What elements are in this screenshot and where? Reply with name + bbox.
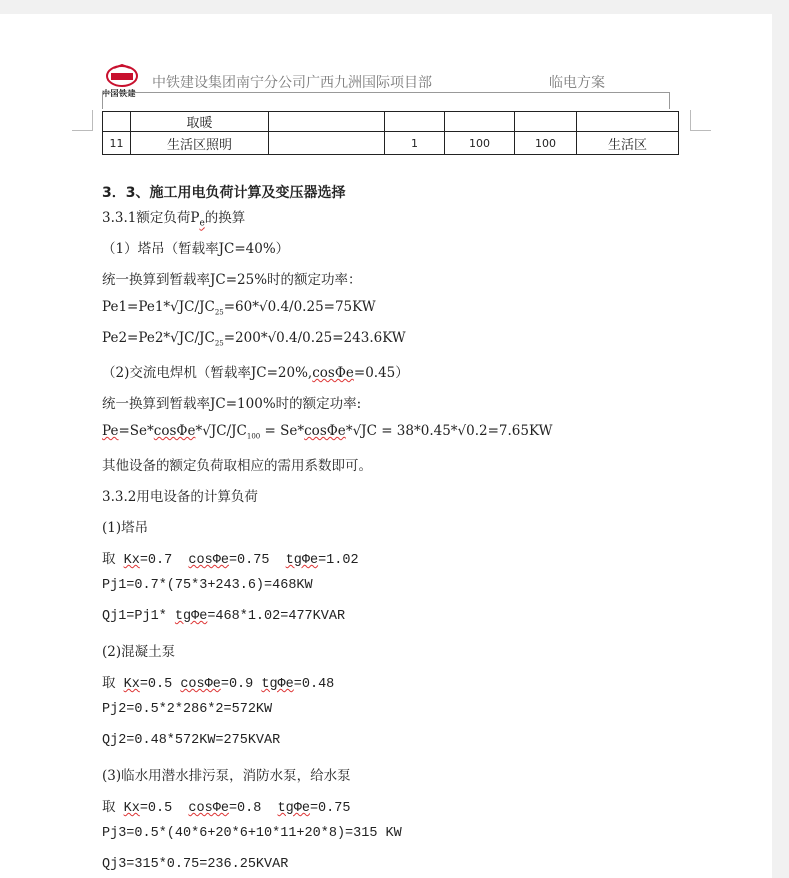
text: cosΦe [180,677,221,692]
load-table [102,111,679,155]
subsection-3-3-2: 3.3.2用电设备的计算负荷 [102,489,258,505]
formula [102,609,345,624]
text: =0.5 [139,677,181,692]
table-cell: 生活区照明 [131,132,269,155]
text: =1.02 [318,553,359,568]
document-page [0,14,772,878]
header-rule-right [669,92,670,109]
text: cosΦe [304,423,346,439]
text: tgΦe [174,609,208,624]
paragraph: 其他设备的额定负荷取相应的需用系数即可。 [102,458,372,474]
text: Pe [102,423,119,439]
text: 取 [102,553,124,568]
table-cell [103,112,131,132]
margin-corner-left [72,110,93,131]
table-cell [269,132,385,155]
paragraph: (2)混凝土泵 [102,644,176,660]
formula [102,795,350,816]
text: =0.75 [228,553,286,568]
table-cell: 生活区 [577,132,679,155]
text: =0.48 [293,677,335,692]
text: e [199,218,205,229]
text: tgΦe [277,801,310,816]
text: 25 [214,308,224,317]
margin-corner-right [690,110,711,131]
formula [102,671,334,692]
table-cell: 100 [445,132,515,155]
formula: Qj3=315*0.75=236.25KVAR [102,857,289,872]
formula: Pj3=0.5*(40*6+20*6+10*11+20*8)=315 KW [102,826,402,841]
header-document-title: 临电方案 [549,75,605,91]
text: =0.5 [139,801,189,816]
text: *√JC = 38*0.45*√0.2=7.65KW [345,423,553,439]
text: 的换算 [204,210,246,226]
formula: Pj1=0.7*(75*3+243.6)=468KW [102,578,313,593]
table-cell: 取暖 [131,112,269,132]
crcc-logo-icon [106,64,138,88]
formula [102,330,406,348]
text: Kx [123,677,140,692]
text: =0.75 [309,801,351,816]
header-rule [102,92,669,93]
table-cell [269,112,385,132]
paragraph [102,361,409,381]
table-cell [445,112,515,132]
formula [102,423,552,441]
table-cell [515,112,577,132]
text: tgΦe [261,677,294,692]
subsection-3-3-1 [102,206,245,229]
text: =60*√0.4/0.25=75KW [223,299,376,315]
table-row [103,132,679,155]
text: =468*1.02=477KVAR [207,609,346,624]
text: 取 [102,677,124,692]
text: 100 [246,432,261,441]
logo-text: 中国铁建 [102,89,136,98]
paragraph: (1)塔吊 [102,520,149,536]
text: =0.45） [353,365,409,381]
paragraph: （1）塔吊（暂载率JC=40%） [102,241,290,257]
text: cosΦe [153,423,196,439]
text: Pe1=Pe1*√JC/JC [102,299,215,315]
text: *√JC/JC [195,423,247,439]
text: （2)交流电焊机（暂载率JC=20%, [102,365,313,381]
table-cell: 100 [515,132,577,155]
text: Kx [123,801,140,816]
text: =Se* [118,423,154,439]
text: cosΦe [312,365,354,381]
vertical-scrollbar[interactable] [772,14,789,878]
text: =0.8 [228,801,278,816]
text: Qj1=Pj1* [102,609,175,624]
text: Kx [123,553,140,568]
formula: Qj2=0.48*572KW=275KVAR [102,733,281,748]
text: Pe2=Pe2*√JC/JC [102,330,215,346]
text: =200*√0.4/0.25=243.6KW [223,330,406,346]
paragraph: 统一换算到暂载率JC=100%时的额定功率: [102,396,362,412]
table-cell [577,112,679,132]
section-heading: 3．3、施工用电负荷计算及变压器选择 [102,185,346,201]
table-row [103,112,679,132]
header-rule-left [102,92,103,109]
formula: Pj2=0.5*2*286*2=572KW [102,702,273,717]
company-logo [102,62,142,102]
table-cell: 1 [385,132,445,155]
paragraph: (3)临水用潜水排污泵，消防水泵，给水泵 [102,768,351,784]
table-cell: 11 [103,132,131,155]
text: =0.9 [220,677,262,692]
text: =0.7 [139,553,189,568]
text: = Se* [260,423,305,439]
table-cell [385,112,445,132]
text: cosΦe [188,801,229,816]
text: tgΦe [285,553,319,568]
text: 25 [214,339,224,348]
text: 取 [102,801,124,816]
header-organization: 中铁建设集团南宁分公司广西九洲国际项目部 [152,75,432,91]
formula [102,547,359,568]
formula [102,299,376,317]
text: 3.3.1额定负荷P [102,210,200,226]
text: cosΦe [188,553,229,568]
paragraph: 统一换算到暂载率JC=25%时的额定功率： [102,272,362,288]
